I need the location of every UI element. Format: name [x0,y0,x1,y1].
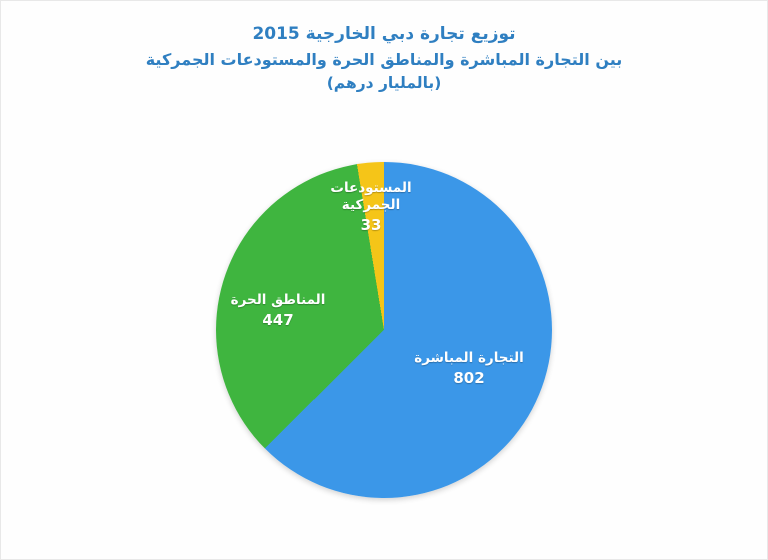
chart-title-line-2: بين التجارة المباشرة والمناطق الحرة والمستودعات الجمركية [145,49,623,69]
slice-name-free-zones: المناطق الحرة [230,292,326,308]
slice-value-direct-trade: 802 [453,368,485,387]
chart-title-line-1: توزيع تجارة دبي الخارجية 2015 [252,24,516,44]
slice-value-customs-warehouses: 33 [360,215,382,234]
slice-name-customs-line-2: الجمركية [341,196,401,213]
slice-label-customs-warehouses [316,180,426,235]
slice-label-direct-trade [404,350,534,388]
pie-chart-area [0,150,768,550]
chart-title-block [0,22,768,95]
slice-value-free-zones: 447 [262,310,294,329]
slice-name-customs-line-1: المستودعات [330,180,412,196]
slice-name-direct-trade: التجارة المباشرة [414,350,524,366]
chart-title-line-3: (بالمليار درهم) [326,73,442,92]
slice-label-free-zones [218,292,338,330]
